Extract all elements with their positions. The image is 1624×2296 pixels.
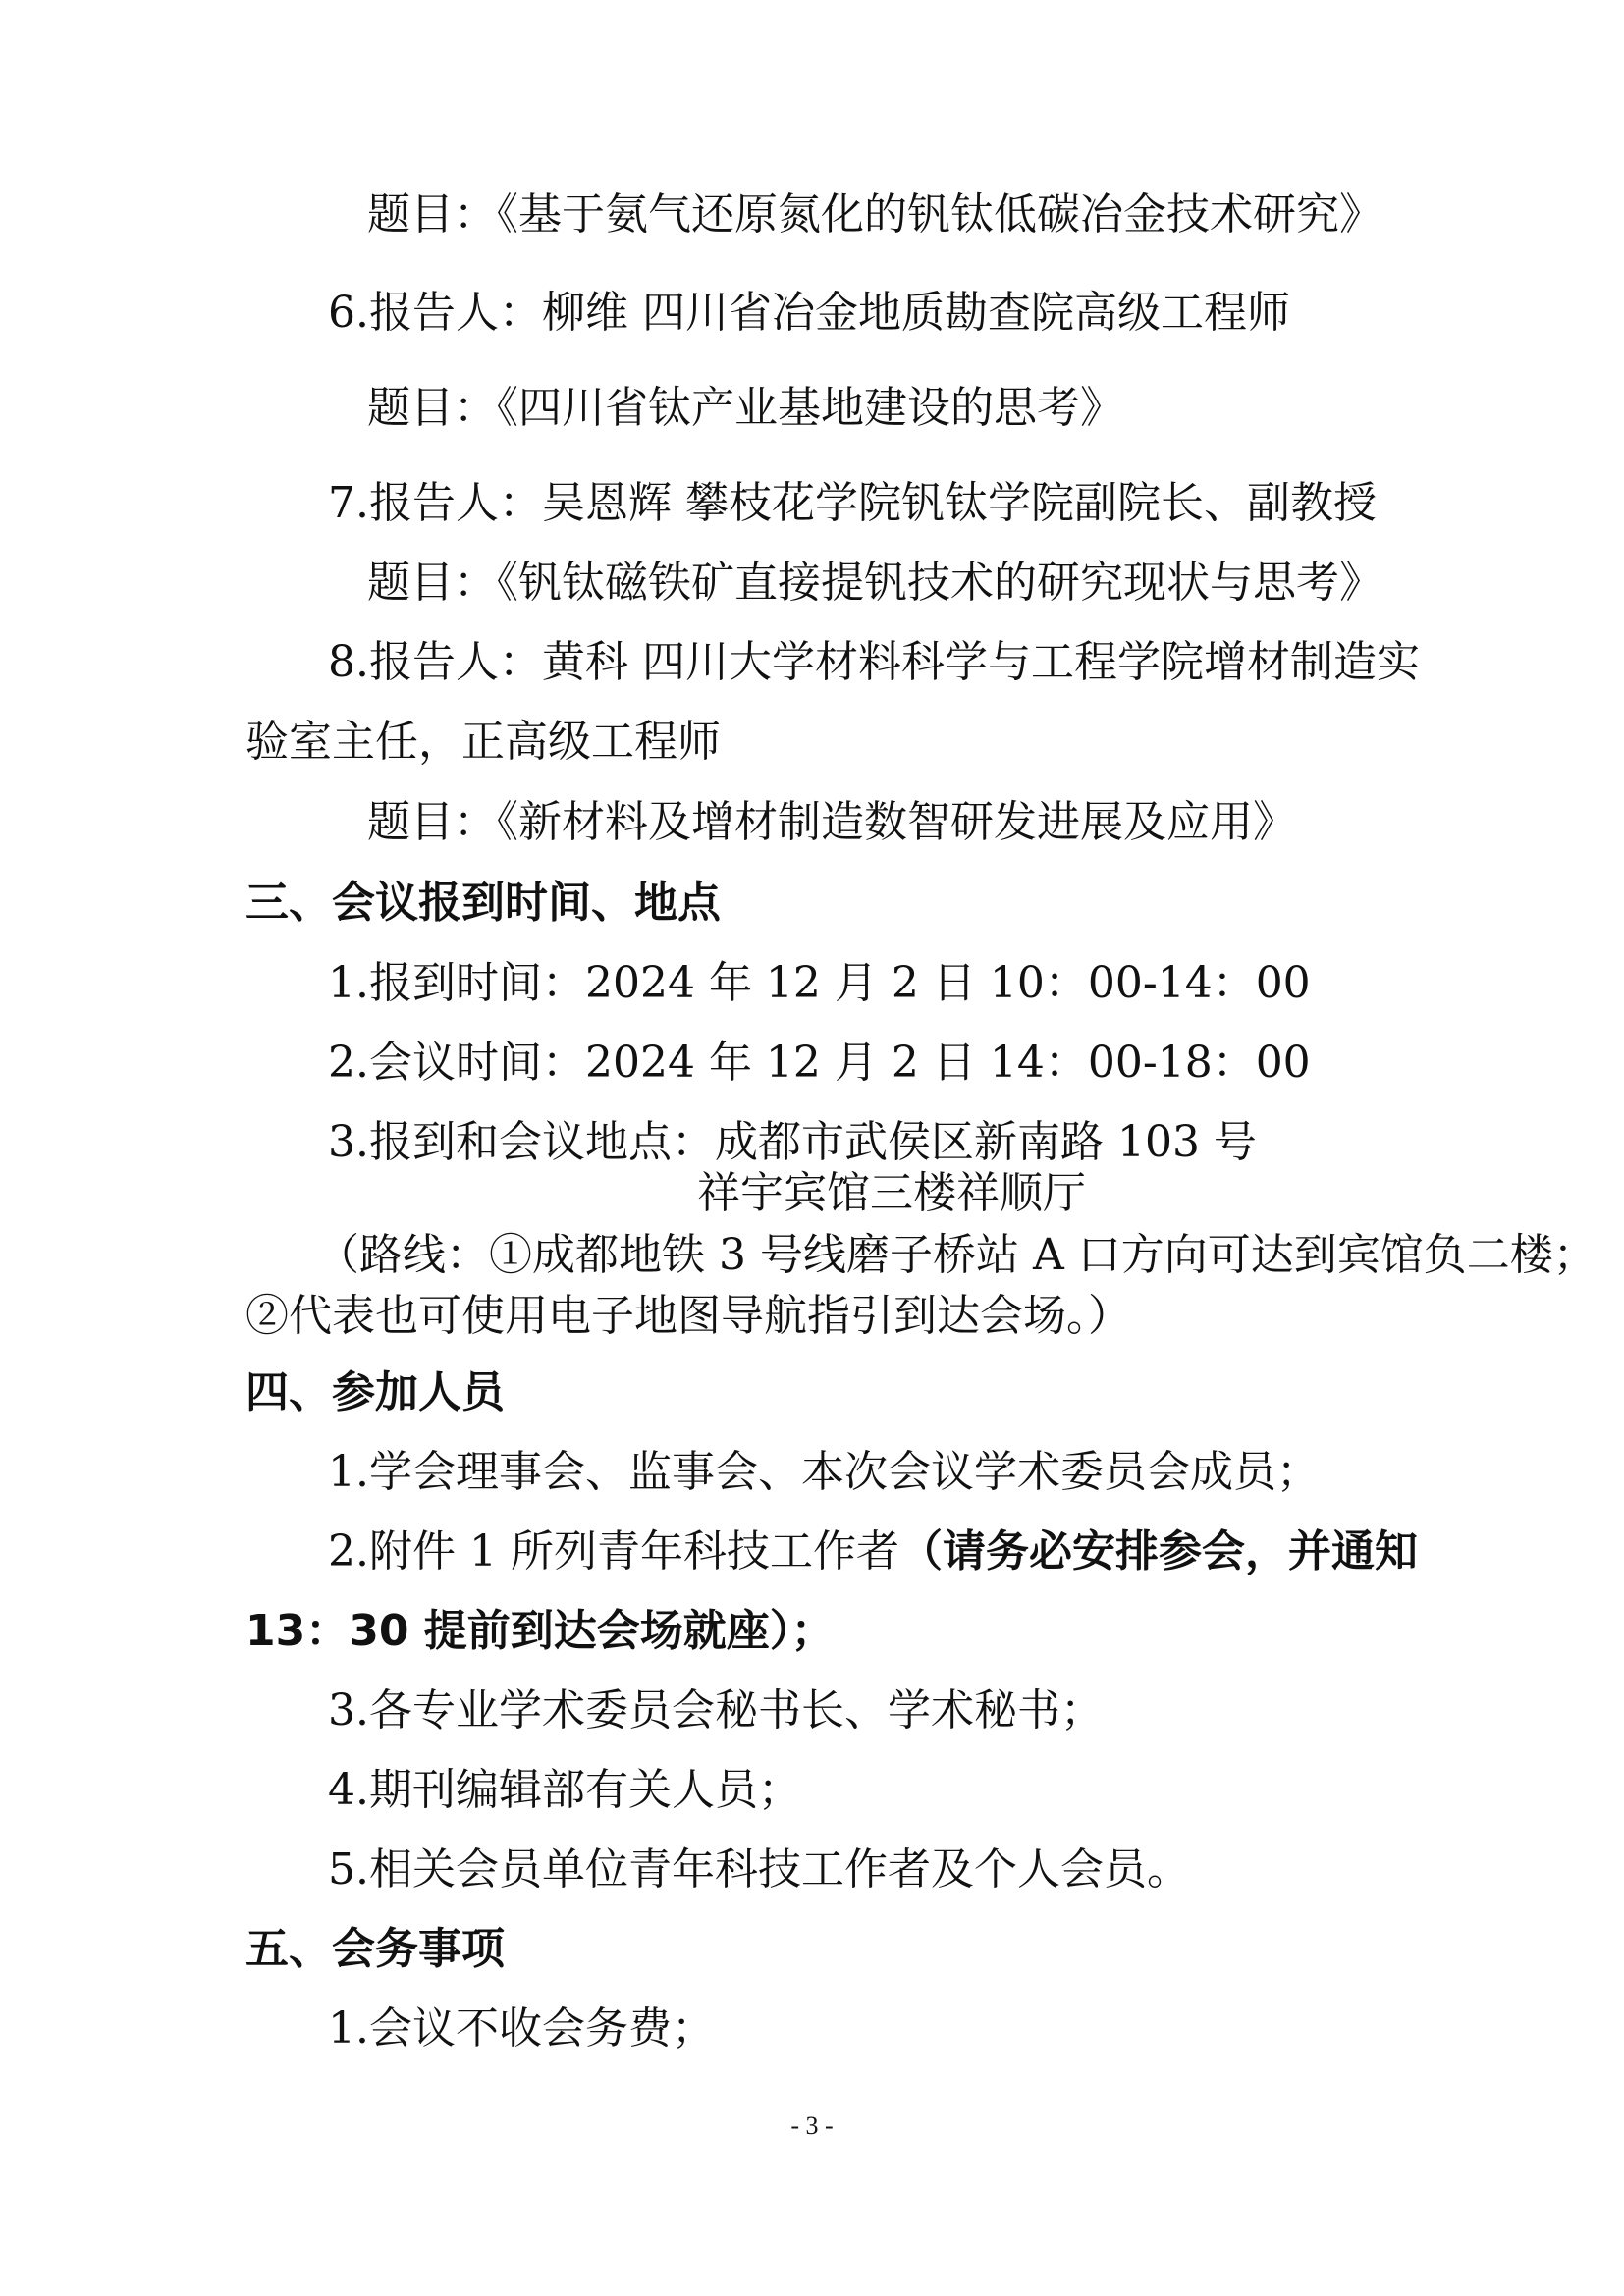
section-3-item-3-line2: 祥宇宾馆三楼祥顺厅 — [697, 1168, 1086, 1218]
section-4-item-1: 1.学会理事会、监事会、本次会议学术委员会成员； — [328, 1447, 1320, 1497]
report-8-reporter-line2: 验室主任，正高级工程师 — [245, 717, 721, 767]
section-4-item-2-line1 — [328, 1526, 1418, 1577]
section-4-item-2-bold-line1: （请务必安排参会，并通知 — [898, 1526, 1418, 1576]
report-8-reporter-line1: 8.报告人：黄科 四川大学材料科学与工程学院增材制造实 — [328, 637, 1420, 687]
section-4-heading: 四、参加人员 — [245, 1367, 505, 1417]
section-3-route-line2: ②代表也可使用电子地图导航指引到达会场。） — [245, 1291, 1131, 1341]
report-7-reporter: 7.报告人：吴恩辉 攀枝花学院钒钛学院副院长、副教授 — [328, 478, 1377, 528]
section-4-item-2-bold-line2: 13：30 提前到达会场就座）； — [245, 1606, 835, 1656]
report-5-topic: 题目：《基于氨气还原氮化的钒钛低碳冶金技术研究》 — [367, 189, 1382, 240]
section-4-item-2-prefix: 2.附件 1 所列青年科技工作者 — [328, 1526, 899, 1576]
section-5-item-1: 1.会议不收会务费； — [328, 2003, 715, 2054]
section-3-heading: 三、会议报到时间、地点 — [245, 878, 721, 928]
report-8-topic: 题目：《新材料及增材制造数智研发进展及应用》 — [367, 797, 1296, 847]
page-number: - 3 - — [790, 2111, 834, 2140]
section-3-item-3-line1: 3.报到和会议地点：成都市武侯区新南路 103 号 — [328, 1117, 1257, 1167]
section-4-item-4: 4.期刊编辑部有关人员； — [328, 1765, 801, 1815]
section-3-item-2: 2.会议时间：2024 年 12 月 2 日 14：00-18：00 — [328, 1038, 1311, 1088]
section-3-route-line1: （路线：①成都地铁 3 号线磨子桥站 A 口方向可达到宾馆负二楼； — [316, 1230, 1597, 1280]
report-6-reporter: 6.报告人：柳维 四川省冶金地质勘查院高级工程师 — [328, 288, 1290, 338]
report-6-topic: 题目：《四川省钛产业基地建设的思考》 — [367, 383, 1123, 433]
report-7-topic: 题目：《钒钛磁铁矿直接提钒技术的研究现状与思考》 — [367, 558, 1382, 608]
section-4-item-3: 3.各专业学术委员会秘书长、学术秘书； — [328, 1685, 1104, 1735]
section-3-item-1: 1.报到时间：2024 年 12 月 2 日 10：00-14：00 — [328, 958, 1311, 1008]
section-5-heading: 五、会务事项 — [245, 1924, 505, 1974]
section-4-item-5: 5.相关会员单位青年科技工作者及个人会员。 — [328, 1844, 1190, 1895]
